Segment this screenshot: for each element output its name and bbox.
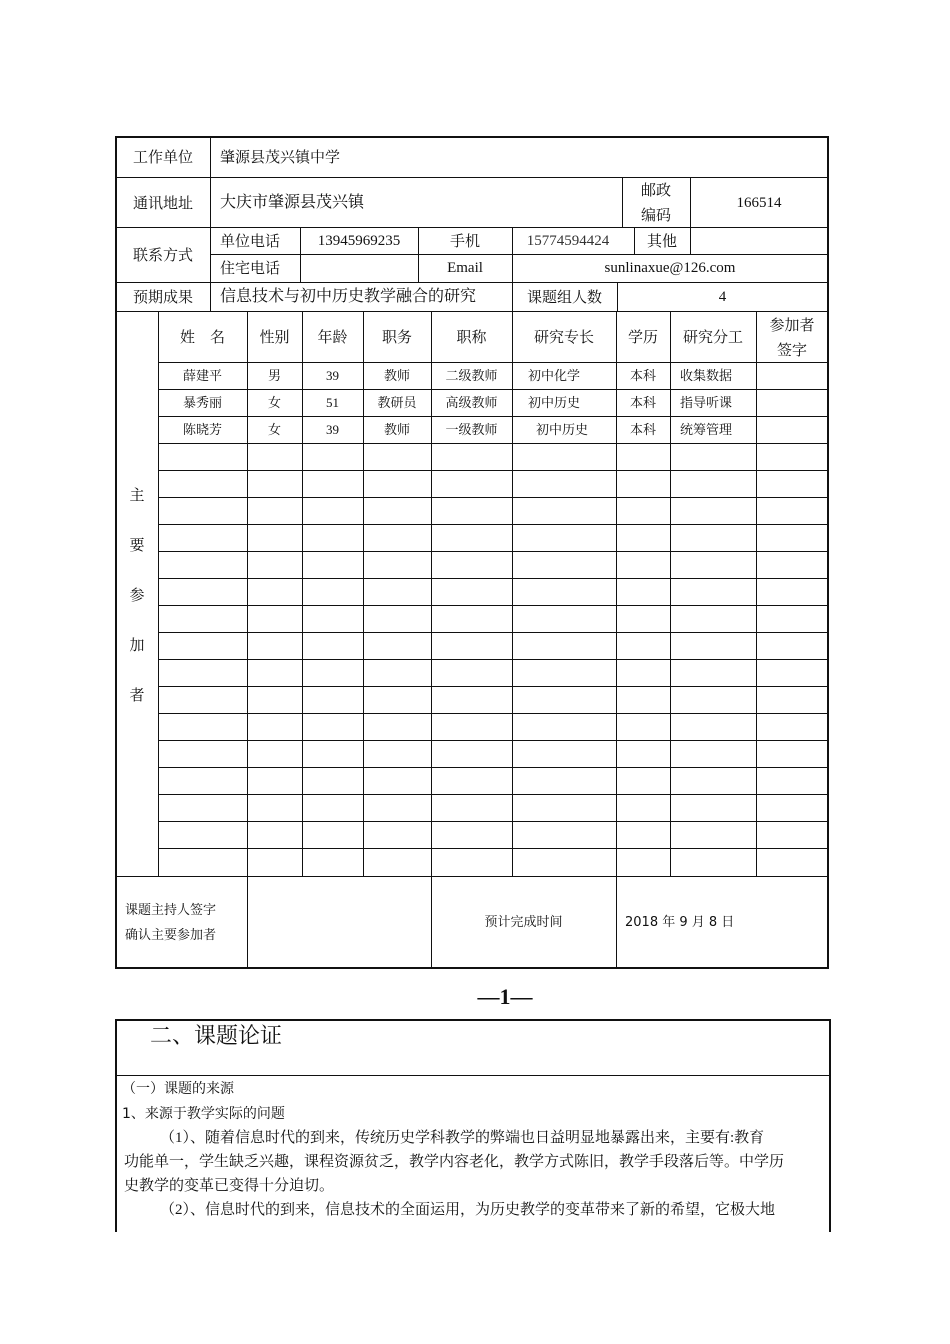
participant-division: 收集数据 (680, 368, 733, 383)
side-label-char: 者 (129, 686, 145, 704)
header-gender: 性别 (259, 328, 290, 346)
row-divider (158, 470, 828, 471)
row-divider (158, 524, 828, 525)
row-divider (158, 362, 828, 363)
header-specialty: 研究专长 (533, 328, 594, 346)
host-sign-label-1: 课题主持人签字 (125, 903, 217, 918)
home-phone-label: 住宅电话 (220, 259, 281, 277)
participant-position: 教师 (383, 422, 410, 437)
postal-label-1: 邮政 (640, 181, 671, 199)
paragraph-line: 功能单一，学生缺乏兴趣，课程资源贫乏，教学内容老化，教学方式陈旧，教学手段落后等。中学历 (124, 1154, 785, 1170)
header-sign-2: 签字 (776, 341, 807, 359)
participant-position: 教研员 (377, 395, 417, 410)
header-age: 年龄 (317, 328, 348, 346)
participant-education: 本科 (629, 395, 656, 410)
row-divider (158, 713, 828, 714)
address-label: 通讯地址 (132, 194, 193, 212)
side-label-char: 参 (129, 586, 145, 604)
email-value: sunlinaxue@126.com (604, 260, 736, 276)
participant-gender: 女 (267, 422, 281, 437)
participant-division: 指导听课 (680, 395, 733, 410)
group-count-label: 课题组人数 (526, 288, 602, 306)
postal-code-value: 166514 (736, 195, 782, 211)
section-divider (116, 1075, 830, 1076)
participant-title: 高级教师 (445, 395, 498, 410)
section-2-subheading: （一）课题的来源 (122, 1081, 234, 1097)
header-division: 研究分工 (682, 328, 743, 346)
col-divider (512, 311, 513, 876)
side-label-char: 主 (129, 486, 145, 504)
host-sign-label-2: 确认主要参加者 (125, 928, 217, 943)
participant-gender: 男 (267, 368, 281, 383)
email-label: Email (447, 260, 483, 276)
header-title: 职称 (456, 328, 487, 346)
participant-specialty: 初中历史 (528, 395, 581, 410)
row-divider (116, 227, 828, 228)
contact-label: 联系方式 (132, 246, 193, 264)
participant-title: 一级教师 (445, 422, 498, 437)
other-label: 其他 (646, 232, 677, 250)
row-divider (158, 794, 828, 795)
unit-phone-label: 单位电话 (220, 232, 281, 250)
row-divider (158, 659, 828, 660)
address-value: 大庆市肇源县茂兴镇 (220, 194, 365, 211)
participant-education: 本科 (629, 422, 656, 437)
group-count-value: 4 (718, 289, 727, 305)
work-unit-label: 工作单位 (132, 148, 193, 166)
participant-age: 39 (326, 368, 339, 383)
row-divider (158, 389, 828, 390)
col-divider (210, 137, 211, 311)
row-divider (158, 632, 828, 633)
row-divider (158, 848, 828, 849)
row-divider (158, 821, 828, 822)
result-value: 信息技术与初中历史教学融合的研究 (220, 288, 477, 305)
mobile-value: 15774594424 (526, 233, 610, 249)
row-divider (158, 497, 828, 498)
row-divider (116, 177, 828, 178)
row-divider (158, 767, 828, 768)
unit-phone-value: 13945969235 (317, 233, 401, 249)
participant-title: 二级教师 (445, 368, 498, 383)
row-divider (116, 876, 828, 877)
postal-label-2: 编码 (640, 206, 671, 224)
mobile-label: 手机 (449, 232, 480, 250)
header-name: 姓 名 (179, 328, 225, 346)
participant-position: 教师 (383, 368, 410, 383)
row-divider (158, 578, 828, 579)
col-divider (690, 177, 691, 254)
col-divider (670, 311, 671, 876)
paragraph-line: 史教学的变革已变得十分迫切。 (124, 1178, 335, 1194)
result-label: 预期成果 (132, 288, 193, 306)
row-divider (116, 311, 828, 312)
row-divider (158, 551, 828, 552)
participant-specialty: 初中化学 (528, 368, 581, 383)
row-divider (116, 282, 828, 283)
work-unit-value: 肇源县茂兴镇中学 (220, 148, 341, 166)
header-education: 学历 (627, 328, 658, 346)
expected-time-value: 2018 年 9 月 8 日 (625, 915, 735, 930)
participant-division: 统筹管理 (680, 422, 733, 437)
row-divider (158, 686, 828, 687)
section-2-point: 1、来源于教学实际的问题 (122, 1106, 285, 1122)
participant-name: 薛建平 (182, 368, 222, 383)
col-divider (756, 311, 757, 876)
participant-specialty: 初中历史 (536, 422, 589, 437)
row-divider (158, 605, 828, 606)
side-label-char: 要 (129, 536, 145, 554)
expected-time-label: 预计完成时间 (484, 915, 563, 930)
paragraph-line: （1）、随着信息时代的到来，传统历史学科教学的弊端也日益明显地暴露出来，主要有:教育 (160, 1130, 765, 1146)
paragraph-line: （2）、信息时代的到来，信息技术的全面运用，为历史教学的变革带来了新的希望，它极大地 (160, 1202, 776, 1218)
row-divider (210, 254, 828, 255)
header-position: 职务 (381, 328, 412, 346)
row-divider (158, 416, 828, 417)
row-divider (158, 740, 828, 741)
section-2-title: 二、课题论证 (150, 1024, 283, 1049)
side-label-char: 加 (129, 636, 145, 654)
participant-age: 39 (326, 422, 339, 437)
participant-age: 51 (326, 395, 339, 410)
participant-education: 本科 (629, 368, 656, 383)
row-divider (158, 443, 828, 444)
header-sign-1: 参加者 (769, 316, 815, 334)
participant-gender: 女 (267, 395, 281, 410)
participant-name: 陈晓芳 (182, 422, 222, 437)
participant-name: 暴秀丽 (182, 395, 222, 410)
page-number: —1— (477, 984, 533, 1009)
